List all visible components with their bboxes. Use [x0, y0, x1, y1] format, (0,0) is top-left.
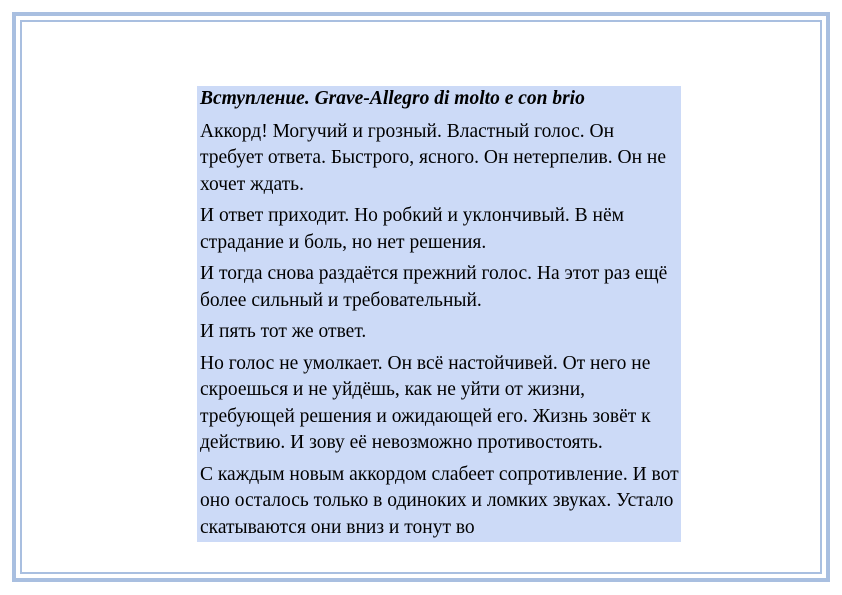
section-heading: Вступление. Grave-Allegro di molto e con brio: [200, 88, 585, 109]
paragraph-2: И ответ приходит. Но робкий и уклончивый. В нём страдание и боль, но нет решения.: [200, 205, 624, 253]
paragraph-4: И пять тот же ответ.: [200, 321, 367, 342]
paragraph-5: Но голос не умолкает. Он всё настойчивей. От него не скроешься и не уйдёшь, как не уйти от жизни, требующей решения и ожидающей его. Жизнь зовёт к действию. И зову её невозможно противостоять.: [200, 352, 651, 453]
text-block: [197, 86, 681, 542]
paragraph-3: И тогда снова раздаётся прежний голос. На этот раз ещё более сильный и требовательный.: [200, 263, 668, 311]
paragraph-6: С каждым новым аккордом слабеет сопротивление. И вот оно осталось только в одиноких и ломких звуках. Устало скатываются они вниз и тонут во: [200, 463, 679, 538]
paragraph-1: Аккорд! Могучий и грозный. Властный голос. Он требует ответа. Быстрого, ясного. Он нетерпелив. Он не хочет ждать.: [200, 120, 666, 195]
